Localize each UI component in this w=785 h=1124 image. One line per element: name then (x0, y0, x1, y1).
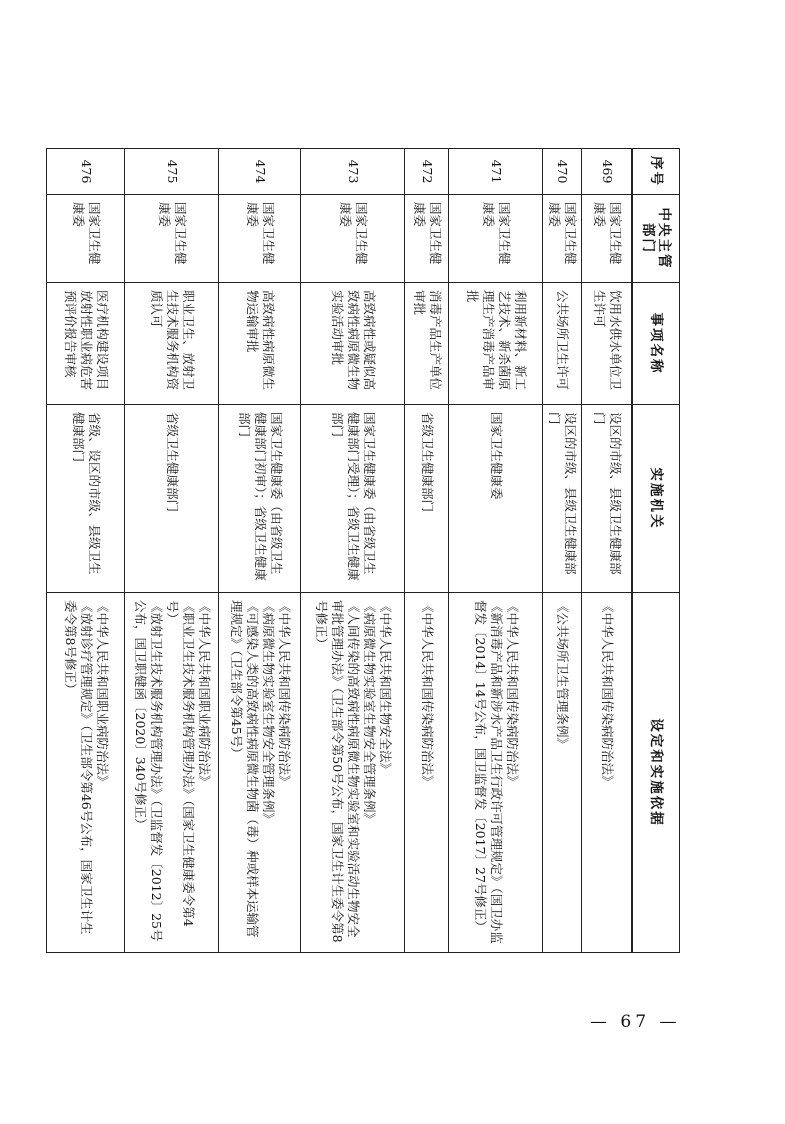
table-body (47, 149, 632, 953)
legal-basis-line: 《可感染人类的高致病性病原微生物菌（毒）种或样本运输管理规定》（卫生部令第45号） (229, 600, 260, 938)
row-legal-basis (301, 593, 405, 953)
rotated-table-container (63, 148, 680, 952)
row-legal-basis (405, 593, 449, 953)
table-row (582, 149, 632, 953)
table-row (449, 149, 543, 953)
legal-basis-line: 《放射诊疗管理规定》（卫生部令第46号公布，国家卫生计生委令第8号修正） (63, 600, 94, 935)
row-department: 国家卫生健康委 (449, 195, 543, 283)
header-item: 事项名称 (632, 283, 680, 405)
row-legal-basis (449, 593, 543, 953)
table-row (219, 149, 301, 953)
row-item-name: 利用新材料、新工艺技术、新杀菌原理生产消毒产品审批 (449, 283, 543, 405)
row-item-name: 高致病性病原微生物运输审批 (219, 283, 301, 405)
header-dept: 中央主管部门 (632, 195, 680, 283)
legal-basis-line: 《病原微生物实验室生物安全管理条例》 (362, 600, 377, 826)
legal-basis-line: 《职业卫生技术服务机构管理办法》（国家卫生健康委令第4号） (165, 600, 196, 927)
row-number: 474 (219, 149, 301, 195)
document-sheet (63, 148, 680, 952)
legal-basis-line: 《中华人民共和国职业病防治法》 (95, 600, 110, 788)
row-agency: 省级卫生健康部门 (125, 405, 219, 593)
row-legal-basis (125, 593, 219, 953)
row-item-name: 公共场所卫生许可 (543, 283, 582, 405)
row-agency: 省级卫生健康部门 (405, 405, 449, 593)
row-item-name: 饮用水供水单位卫生许可 (582, 283, 632, 405)
row-number: 473 (301, 149, 405, 195)
row-agency: 国家卫生健康委（由省级卫生健康部门初审）；省级卫生健康部门 (219, 405, 301, 593)
header-no: 序号 (632, 149, 680, 195)
header-agency: 实施机关 (632, 405, 680, 593)
row-agency: 国家卫生健康委（由省级卫生健康部门受理）；省级卫生健康部门 (301, 405, 405, 593)
approval-items-table (47, 148, 681, 953)
row-agency: 设区的市级、县级卫生健康部门 (543, 405, 582, 593)
row-department: 国家卫生健康委 (582, 195, 632, 283)
legal-basis-line: 《中华人民共和国生物安全法》 (378, 600, 393, 776)
row-legal-basis (582, 593, 632, 953)
header-basis: 设定和实施依据 (632, 593, 680, 953)
row-department: 国家卫生健康委 (125, 195, 219, 283)
legal-basis-line: 《新消毒产品和新涉水产品卫生行政许可管理规定》（国卫办监督发〔2014〕14号公布，国卫监督发〔2017〕27号修正） (473, 600, 504, 944)
legal-basis-line: 《中华人民共和国传染病防治法》 (505, 600, 520, 788)
legal-basis-line: 《中华人民共和国传染病防治法》 (420, 600, 435, 788)
legal-basis-line: 《中华人民共和国传染病防治法》 (277, 600, 292, 788)
legal-basis-line: 《人间传染的高致病性病原微生物实验室和实验活动生物安全审批管理办法》（卫生部令第50号公布，国家卫生计生委令第8号修正） (314, 600, 361, 943)
row-number: 475 (125, 149, 219, 195)
row-item-name: 医疗机构建设项目放射性职业病危害预评价报告审核 (47, 283, 125, 405)
table-row (47, 149, 125, 953)
row-department: 国家卫生健康委 (301, 195, 405, 283)
legal-basis-line: 《病原微生物实验室生物安全管理条例》 (261, 600, 276, 826)
legal-basis-line: 《中华人民共和国传染病防治法》 (599, 600, 615, 788)
row-agency: 国家卫生健康委 (449, 405, 543, 593)
table-row (301, 149, 405, 953)
row-agency: 省级、设区的市级、县级卫生健康部门 (47, 405, 125, 593)
row-item-name: 高致病性或疑似高致病性病原微生物实验活动审批 (301, 283, 405, 405)
table-header-row (632, 149, 680, 953)
row-legal-basis (47, 593, 125, 953)
row-number: 471 (449, 149, 543, 195)
table-row (543, 149, 582, 953)
row-item-name: 消毒产品生产单位审批 (405, 283, 449, 405)
table-row (405, 149, 449, 953)
table-row (125, 149, 219, 953)
row-legal-basis (219, 593, 301, 953)
row-department: 国家卫生健康委 (543, 195, 582, 283)
page-number: — 67 — (590, 1012, 681, 1032)
row-number: 470 (543, 149, 582, 195)
row-legal-basis (543, 593, 582, 953)
row-number: 472 (405, 149, 449, 195)
row-department: 国家卫生健康委 (47, 195, 125, 283)
row-item-name: 职业卫生、放射卫生技术服务机构资质认可 (125, 283, 219, 405)
row-number: 469 (582, 149, 632, 195)
row-department: 国家卫生健康委 (219, 195, 301, 283)
legal-basis-line: 《中华人民共和国职业病防治法》 (197, 600, 212, 788)
row-agency: 设区的市级、县级卫生健康部门 (582, 405, 632, 593)
legal-basis-line: 《公共场所卫生管理条例》 (555, 600, 571, 751)
legal-basis-line: 《放射卫生技术服务机构管理办法》（卫监督发〔2012〕25号公布，国卫职健函〔2020〕340号修正） (133, 600, 164, 942)
row-department: 国家卫生健康委 (405, 195, 449, 283)
row-number: 476 (47, 149, 125, 195)
